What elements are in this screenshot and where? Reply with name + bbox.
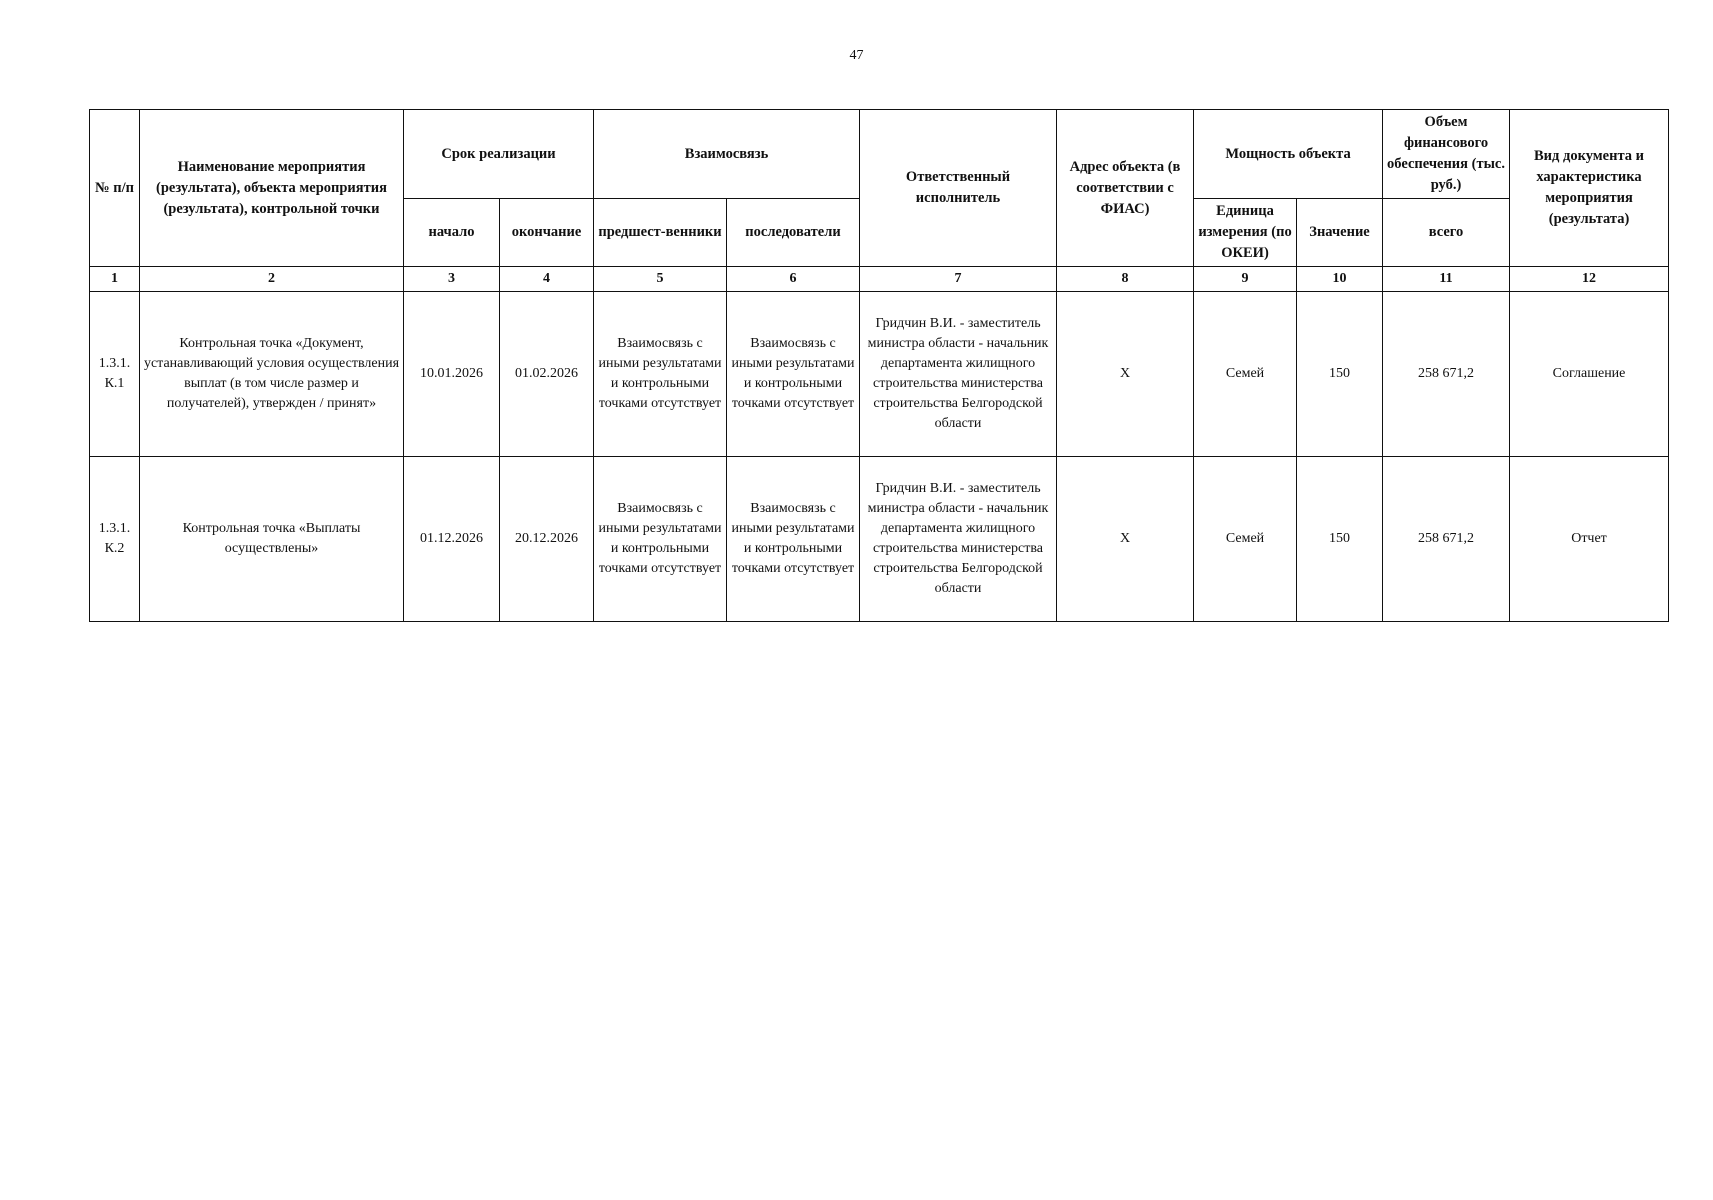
header-name: Наименование мероприятия (результата), объекта мероприятия (результата), контрольной точки [140,110,404,267]
cell-value: 150 [1297,292,1383,457]
activity-plan-table [89,109,1669,622]
column-number-row [90,267,1669,292]
page-number: 47 [849,48,864,63]
column-number: 11 [1383,267,1510,292]
header-predecessors: предшест-венники [594,199,727,267]
cell-predecessors: Взаимосвязь с иными результатами и контрольными точками отсутствует [594,292,727,457]
column-number: 5 [594,267,727,292]
header-relation: Взаимосвязь [594,110,860,199]
cell-successors: Взаимосвязь с иными результатами и контрольными точками отсутствует [727,292,860,457]
column-number: 6 [727,267,860,292]
cell-unit: Семей [1194,292,1297,457]
table-row [90,292,1669,457]
header-row-top [90,110,1669,199]
column-number: 2 [140,267,404,292]
header-period-end: окончание [500,199,594,267]
column-number: 1 [90,267,140,292]
cell-finance-total: 258 671,2 [1383,292,1510,457]
header-period-start: начало [404,199,500,267]
header-unit: Единица измерения (по ОКЕИ) [1194,199,1297,267]
column-number: 7 [860,267,1057,292]
header-period: Срок реализации [404,110,594,199]
cell-end: 01.02.2026 [500,292,594,457]
cell-start: 01.12.2026 [404,457,500,622]
cell-value: 150 [1297,457,1383,622]
cell-num: 1.3.1. К.1 [90,292,140,457]
header-finance-total: всего [1383,199,1510,267]
header-value: Значение [1297,199,1383,267]
column-number: 8 [1057,267,1194,292]
column-number: 12 [1510,267,1669,292]
table-row [90,457,1669,622]
column-number: 10 [1297,267,1383,292]
header-address: Адрес объекта (в соответствии с ФИАС) [1057,110,1194,267]
cell-address: Х [1057,292,1194,457]
cell-responsible: Гридчин В.И. - заместитель министра области - начальник департамента жилищного строительства министерства строительства Белгородской области [860,457,1057,622]
cell-doc-type: Соглашение [1510,292,1669,457]
header-num: № п/п [90,110,140,267]
cell-address: Х [1057,457,1194,622]
cell-start: 10.01.2026 [404,292,500,457]
header-successors: последователи [727,199,860,267]
cell-end: 20.12.2026 [500,457,594,622]
header-capacity: Мощность объекта [1194,110,1383,199]
header-responsible: Ответственный исполнитель [860,110,1057,267]
cell-predecessors: Взаимосвязь с иными результатами и контрольными точками отсутствует [594,457,727,622]
column-number: 9 [1194,267,1297,292]
column-number: 4 [500,267,594,292]
header-doc-type: Вид документа и характеристика мероприятия (результата) [1510,110,1669,267]
cell-name: Контрольная точка «Выплаты осуществлены» [140,457,404,622]
cell-name: Контрольная точка «Документ, устанавливающий условия осуществления выплат (в том числе размер и получателей), утвержден / принят» [140,292,404,457]
cell-finance-total: 258 671,2 [1383,457,1510,622]
cell-successors: Взаимосвязь с иными результатами и контрольными точками отсутствует [727,457,860,622]
column-number: 3 [404,267,500,292]
cell-unit: Семей [1194,457,1297,622]
cell-num: 1.3.1. К.2 [90,457,140,622]
header-finance: Объем финансового обеспечения (тыс. руб.) [1383,110,1510,199]
cell-doc-type: Отчет [1510,457,1669,622]
cell-responsible: Гридчин В.И. - заместитель министра области - начальник департамента жилищного строительства министерства строительства Белгородской области [860,292,1057,457]
